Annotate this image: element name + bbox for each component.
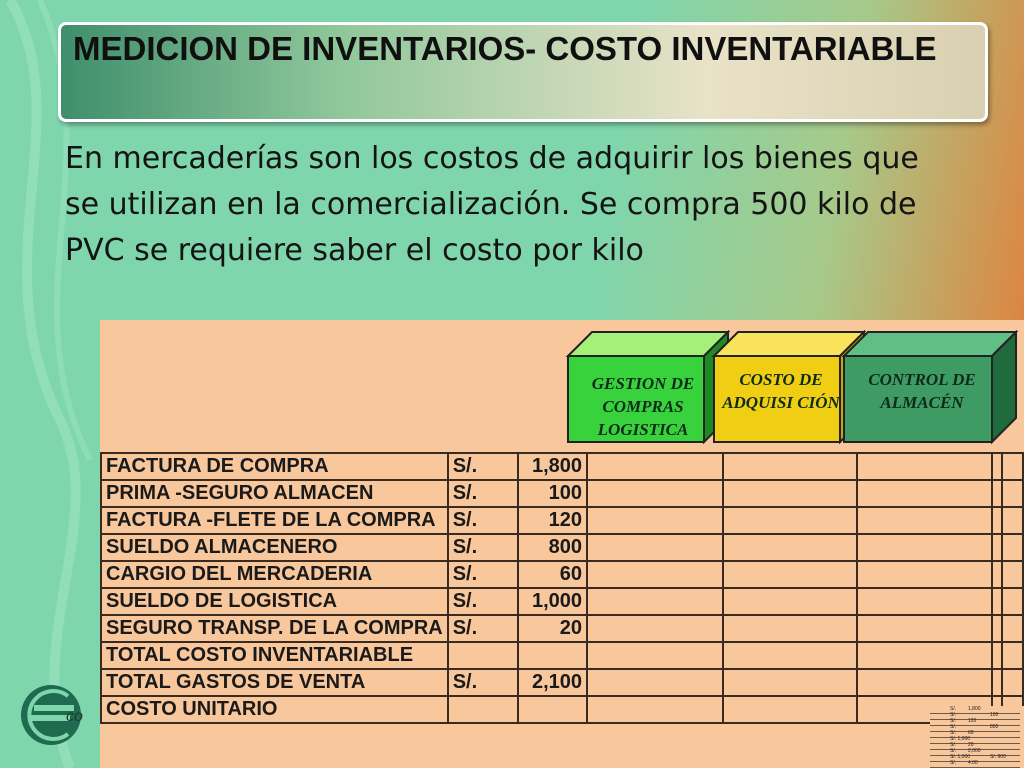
mini-cell: 120 [968, 718, 977, 724]
empty-cell[interactable] [857, 453, 992, 480]
empty-cell[interactable] [992, 669, 1002, 696]
currency-cell[interactable]: S/. [448, 480, 518, 507]
empty-cell[interactable] [857, 480, 992, 507]
empty-cell[interactable] [992, 615, 1002, 642]
empty-cell[interactable] [587, 453, 723, 480]
empty-cell[interactable] [992, 453, 1002, 480]
empty-cell[interactable] [587, 507, 723, 534]
row-label[interactable]: FACTURA -FLETE DE LA COMPRA [101, 507, 448, 534]
mini-cell: S/. [950, 742, 957, 748]
logo-text: co [66, 708, 83, 725]
empty-cell[interactable] [857, 669, 992, 696]
empty-cell[interactable] [1002, 507, 1023, 534]
empty-cell[interactable] [723, 507, 858, 534]
table-row [101, 696, 1023, 723]
amount-cell[interactable]: 800 [518, 534, 587, 561]
amount-cell[interactable]: 60 [518, 561, 587, 588]
row-label[interactable]: SEGURO TRANSP. DE LA COMPRA [101, 615, 448, 642]
empty-cell[interactable] [723, 588, 858, 615]
empty-cell[interactable] [587, 534, 723, 561]
table-row [101, 507, 1023, 534]
amount-cell[interactable]: 2,100 [518, 669, 587, 696]
amount-cell[interactable]: 1,000 [518, 588, 587, 615]
mini-cell: 100 [990, 712, 999, 718]
title-box [58, 22, 988, 122]
amount-cell[interactable] [518, 696, 587, 723]
mini-cell: 800 [990, 724, 999, 730]
row-label[interactable]: COSTO UNITARIO [101, 696, 448, 723]
empty-cell[interactable] [1002, 615, 1023, 642]
mini-cell: S/. [950, 748, 957, 754]
currency-cell[interactable]: S/. [448, 453, 518, 480]
empty-cell[interactable] [723, 615, 858, 642]
mini-cell: 60 [968, 730, 974, 736]
empty-cell[interactable] [1002, 480, 1023, 507]
mini-cell: S/. [950, 706, 957, 712]
currency-cell[interactable] [448, 642, 518, 669]
mini-cell: 2,000 [968, 748, 981, 754]
empty-cell[interactable] [587, 642, 723, 669]
empty-cell[interactable] [1002, 561, 1023, 588]
empty-cell[interactable] [723, 534, 858, 561]
empty-cell[interactable] [992, 534, 1002, 561]
empty-cell[interactable] [1002, 642, 1023, 669]
empty-cell[interactable] [992, 642, 1002, 669]
mini-table-row [930, 760, 1020, 768]
table-row [101, 534, 1023, 561]
empty-cell[interactable] [857, 588, 992, 615]
row-label[interactable]: TOTAL GASTOS DE VENTA [101, 669, 448, 696]
row-label[interactable]: SUELDO ALMACENERO [101, 534, 448, 561]
slide-body-text: En mercaderías son los costos de adquirir los bienes que se utilizan en la comercialización. Se compra 500 kilo de PVC se requiere saber el costo por kilo [65, 141, 919, 268]
empty-cell[interactable] [992, 588, 1002, 615]
empty-cell[interactable] [723, 642, 858, 669]
empty-cell[interactable] [723, 669, 858, 696]
empty-cell[interactable] [723, 453, 858, 480]
empty-cell[interactable] [1002, 534, 1023, 561]
cube-label-control: CONTROL DE ALMACÉN [868, 370, 976, 412]
table-row [101, 453, 1023, 480]
empty-cell[interactable] [723, 696, 858, 723]
empty-cell[interactable] [857, 561, 992, 588]
currency-cell[interactable]: S/. [448, 615, 518, 642]
empty-cell[interactable] [857, 642, 992, 669]
slide-title: MEDICION DE INVENTARIOS- COSTO INVENTARIABLE [73, 30, 937, 67]
amount-cell[interactable]: 100 [518, 480, 587, 507]
cost-table [100, 452, 1024, 724]
empty-cell[interactable] [992, 480, 1002, 507]
table-row [101, 642, 1023, 669]
row-label[interactable]: PRIMA -SEGURO ALMACEN [101, 480, 448, 507]
empty-cell[interactable] [587, 588, 723, 615]
mini-cell: S/. [950, 760, 957, 766]
currency-cell[interactable]: S/. [448, 669, 518, 696]
empty-cell[interactable] [587, 561, 723, 588]
currency-cell[interactable] [448, 696, 518, 723]
currency-cell[interactable]: S/. [448, 534, 518, 561]
empty-cell[interactable] [992, 507, 1002, 534]
mini-cell: 1,800 [968, 706, 981, 712]
empty-cell[interactable] [1002, 453, 1023, 480]
mini-cell: S/. [950, 730, 957, 736]
mini-table-thumbnail [930, 706, 1024, 768]
table-row [101, 588, 1023, 615]
row-label[interactable]: TOTAL COSTO INVENTARIABLE [101, 642, 448, 669]
currency-cell[interactable]: S/. [448, 561, 518, 588]
empty-cell[interactable] [587, 615, 723, 642]
empty-cell[interactable] [587, 480, 723, 507]
currency-cell[interactable]: S/. [448, 588, 518, 615]
table-row [101, 669, 1023, 696]
amount-cell[interactable]: 20 [518, 615, 587, 642]
mini-cell: S/. [950, 712, 957, 718]
mini-cell: S/. 1,000 [950, 754, 971, 760]
empty-cell[interactable] [857, 507, 992, 534]
mini-cell: 20 [968, 742, 974, 748]
mini-cell: S/. 1,000 [950, 736, 971, 742]
table-row [101, 561, 1023, 588]
empty-cell[interactable] [1002, 669, 1023, 696]
amount-cell[interactable]: 120 [518, 507, 587, 534]
empty-cell[interactable] [857, 534, 992, 561]
mini-cell: S/. [950, 724, 957, 730]
empty-cell[interactable] [587, 669, 723, 696]
empty-cell[interactable] [723, 480, 858, 507]
row-label[interactable]: FACTURA DE COMPRA [101, 453, 448, 480]
amount-cell[interactable]: 1,800 [518, 453, 587, 480]
table-row [101, 480, 1023, 507]
currency-cell[interactable]: S/. [448, 507, 518, 534]
empty-cell[interactable] [992, 561, 1002, 588]
mini-cell: S/. 900 [990, 754, 1006, 760]
cube-label-gestion: GESTION DE COMPRAS LOGISTICA [591, 374, 695, 439]
mini-cell: S/. [950, 718, 957, 724]
cube-label-costo: COSTO DE ADQUISI CIÓN [722, 370, 840, 412]
empty-cell[interactable] [587, 696, 723, 723]
empty-cell[interactable] [857, 615, 992, 642]
mini-cell: 4.00 [968, 760, 978, 766]
empty-cell[interactable] [1002, 588, 1023, 615]
row-label[interactable]: SUELDO DE LOGISTICA [101, 588, 448, 615]
amount-cell[interactable] [518, 642, 587, 669]
row-label[interactable]: CARGIO DEL MERCADERIA [101, 561, 448, 588]
empty-cell[interactable] [723, 561, 858, 588]
table-row [101, 615, 1023, 642]
